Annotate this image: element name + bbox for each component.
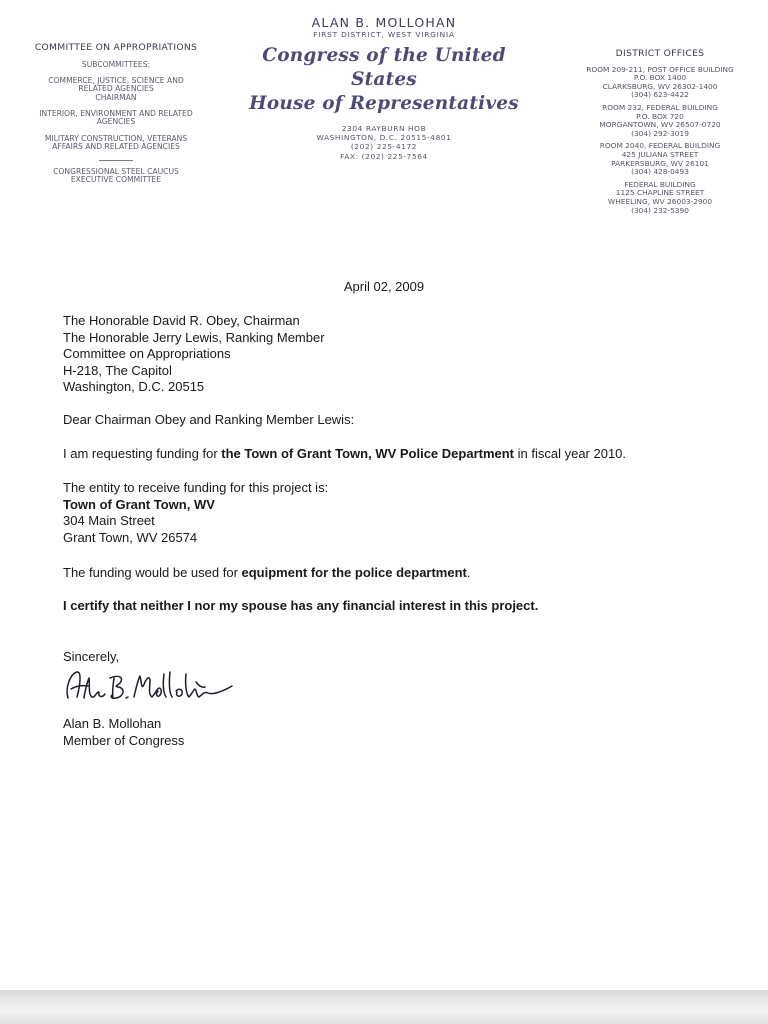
addressee-block	[63, 313, 743, 396]
signer-block	[63, 716, 743, 749]
subcommittee-interior-line2: AGENCIES	[96, 117, 136, 127]
subcommittee-milcon	[18, 135, 214, 152]
subcommittee-milcon-line1: MILITARY CONSTRUCTION, VETERANS	[44, 133, 188, 143]
steel-caucus	[18, 168, 214, 185]
office-line: ROOM 209-211, POST OFFICE BUILDING	[586, 64, 734, 74]
office-phone: (304) 232-5390	[631, 205, 689, 215]
addressee-line: H-218, The Capitol	[63, 362, 172, 378]
district-office-parkersburg	[560, 142, 760, 176]
subcommittee-cjs-line2: RELATED AGENCIES	[78, 84, 154, 94]
request-text-end: in fiscal year 2010.	[514, 446, 627, 461]
letterhead-center	[234, 16, 534, 161]
committee-name: COMMITTEE ON APPROPRIATIONS	[34, 42, 198, 53]
member-name: ALAN B. MOLLOHAN	[311, 15, 457, 30]
office-line: PARKERSBURG, WV 26101	[611, 158, 709, 168]
letter-date: April 02, 2009	[343, 279, 425, 294]
dc-office-line1: 2304 RAYBURN HOB	[341, 124, 427, 133]
subcommittee-cjs	[18, 77, 214, 102]
office-phone: (304) 428-0493	[631, 167, 689, 177]
closing: Sincerely,	[63, 649, 120, 664]
scan-edge	[0, 990, 768, 1024]
usage-paragraph	[63, 565, 743, 582]
addressee-line: Washington, D.C. 20515	[63, 379, 205, 394]
subcommittees-label: SUBCOMMITTEES:	[81, 60, 151, 70]
usage-purpose: equipment for the police department	[241, 565, 467, 580]
member-district: FIRST DISTRICT, WEST VIRGINIA	[313, 30, 455, 39]
signer-title: Member of Congress	[63, 732, 185, 748]
district-office-morgantown	[560, 104, 760, 138]
subcommittee-cjs-role: CHAIRMAN	[95, 92, 137, 102]
request-recipient: the Town of Grant Town, WV Police Department	[221, 446, 515, 461]
signer-name: Alan B. Mollohan	[63, 716, 162, 731]
subcommittee-milcon-line2: AFFAIRS AND RELATED AGENCIES	[52, 142, 180, 152]
office-line: CLARKSBURG, WV 26302-1400	[602, 81, 718, 91]
dc-office-phone: (202) 225-4172	[350, 142, 418, 152]
district-offices-title: DISTRICT OFFICES	[615, 48, 705, 59]
office-phone: (304) 292-3019	[631, 128, 689, 138]
handwritten-signature	[62, 664, 292, 712]
subcommittee-interior	[18, 110, 214, 127]
dc-office-line2: WASHINGTON, D.C. 20515-4801	[316, 133, 452, 143]
office-line: MORGANTOWN, WV 26507-0720	[599, 120, 721, 130]
entity-city: Grant Town, WV 26574	[63, 529, 198, 545]
addressee-line: Committee on Appropriations	[63, 346, 231, 361]
request-text: I am requesting funding for	[63, 446, 222, 461]
subcommittee-interior-line1: INTERIOR, ENVIRONMENT AND RELATED	[39, 109, 193, 119]
house-title: House of Representatives	[249, 93, 519, 114]
certification-paragraph: I certify that neither I nor my spouse has any financial interest in this project.	[63, 598, 539, 613]
dc-office-address	[234, 124, 534, 161]
office-line: 425 JULIANA STREET	[621, 149, 699, 159]
entity-paragraph	[63, 480, 743, 546]
office-line: FEDERAL BUILDING	[624, 179, 696, 189]
district-office-clarksburg	[560, 66, 760, 100]
letterhead-committees	[18, 44, 214, 184]
entity-name: Town of Grant Town, WV	[63, 496, 215, 512]
request-paragraph	[63, 446, 743, 463]
district-office-wheeling	[560, 181, 760, 215]
letterhead-divider	[99, 160, 133, 161]
entity-intro: The entity to receive funding for this project is:	[63, 480, 329, 495]
addressee-line: The Honorable David R. Obey, Chairman	[63, 313, 300, 328]
office-line: WHEELING, WV 26003-2900	[607, 196, 713, 206]
office-line: P.O. BOX 1400	[633, 73, 687, 83]
steel-caucus-line1: CONGRESSIONAL STEEL CAUCUS	[53, 166, 179, 176]
salutation: Dear Chairman Obey and Ranking Member Lewis:	[63, 412, 355, 427]
office-line: P.O. BOX 720	[636, 111, 684, 121]
addressee-line: The Honorable Jerry Lewis, Ranking Member	[63, 329, 325, 345]
office-phone: (304) 623-4422	[631, 90, 689, 100]
dc-office-fax: FAX: (202) 225-7564	[340, 151, 428, 161]
usage-text: The funding would be used for	[63, 565, 242, 580]
steel-caucus-line2: EXECUTIVE COMMITTEE	[70, 175, 162, 185]
letterhead-district-offices	[560, 50, 760, 219]
office-line: ROOM 232, FEDERAL BUILDING	[602, 102, 718, 112]
office-line: ROOM 2040, FEDERAL BUILDING	[599, 141, 721, 151]
usage-text-end: .	[466, 565, 471, 580]
entity-street: 304 Main Street	[63, 513, 155, 528]
subcommittee-cjs-line1: COMMERCE, JUSTICE, SCIENCE AND	[48, 75, 184, 85]
office-line: 1125 CHAPLINE STREET	[615, 188, 705, 198]
congress-title: Congress of the United States	[262, 45, 506, 90]
